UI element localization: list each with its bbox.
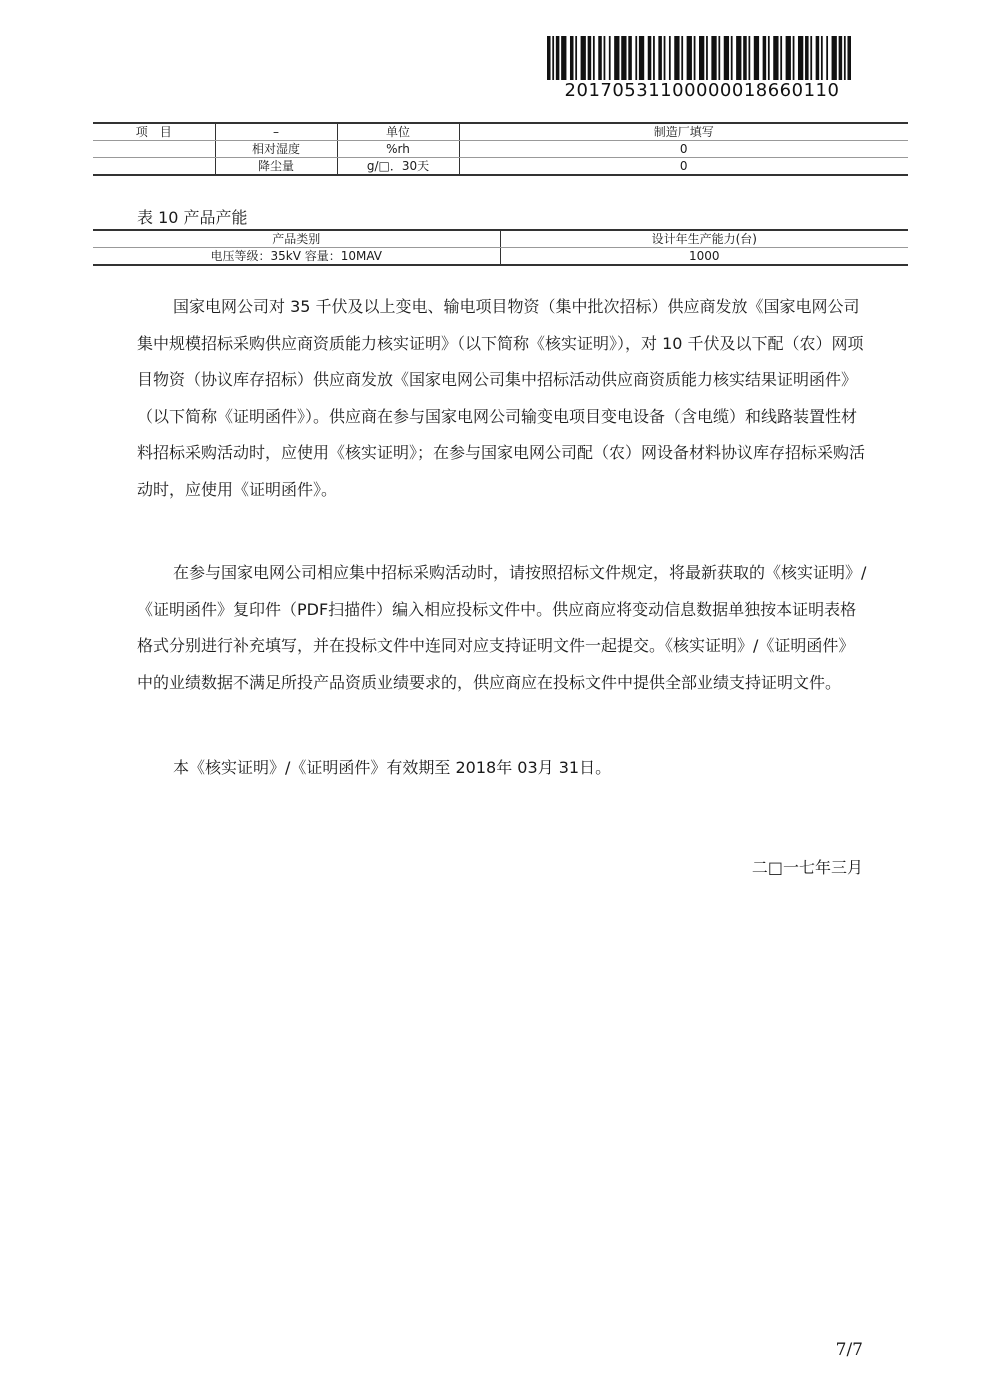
- barcode-bar: [653, 36, 655, 80]
- table-row: [93, 158, 908, 176]
- barcode-bar: [826, 36, 828, 80]
- barcode-bar: [706, 36, 708, 80]
- table-row: [93, 141, 908, 158]
- barcode-bar: [556, 36, 560, 80]
- table-header-row: [93, 123, 908, 141]
- barcode-bar: [561, 36, 566, 80]
- barcode-bar: [547, 36, 551, 80]
- barcode-bar: [832, 36, 837, 80]
- barcode-bar: [635, 36, 637, 80]
- barcode-bar: [694, 36, 696, 80]
- cell-param: 相对湿度: [215, 141, 337, 158]
- barcode-bar: [768, 36, 770, 80]
- paragraph-validity: 本《核实证明》/《证明函件》有效期至 2018年 03月 31日。: [173, 758, 612, 777]
- barcode-bar: [639, 36, 644, 80]
- barcode-bar: [847, 36, 851, 80]
- barcode-bar: [575, 36, 577, 80]
- barcode-bar: [810, 36, 812, 80]
- barcode-bar: [681, 36, 683, 80]
- cell-capacity: 1000: [500, 248, 908, 266]
- header-item: 项 目: [93, 123, 215, 141]
- barcode-bar: [687, 36, 692, 80]
- barcode-bar: [609, 36, 611, 80]
- cell-unit: g/□．30天: [337, 158, 459, 176]
- barcode-bar: [731, 36, 733, 80]
- issue-date: 二□一七年三月: [751, 858, 863, 877]
- barcode-bar: [588, 36, 592, 80]
- barcode-bar: [718, 36, 720, 80]
- cell-category: 电压等级：35kV 容量：10MAV: [93, 248, 500, 266]
- barcode-bar: [593, 36, 595, 80]
- barcode-bar: [763, 36, 767, 80]
- barcode-bar: [798, 36, 803, 80]
- barcode-bar: [736, 36, 741, 80]
- barcode-bar: [711, 36, 716, 80]
- header-param: –: [215, 123, 337, 141]
- table-header-row: [93, 230, 908, 248]
- barcode-bar: [780, 36, 782, 80]
- header-unit: 单位: [337, 123, 459, 141]
- barcode-bar: [570, 36, 574, 80]
- barcode-bar: [621, 36, 626, 80]
- barcode-bar: [773, 36, 778, 80]
- paragraph-certificate-usage: 国家电网公司对 35 千伏及以上变电、输电项目物资（集中批次招标）供应商发放《国家电网公司集中规模招标采购供应商资质能力核实证明》（以下简称《核实证明》），对 10 千伏及以下配（农）网项目物资（协议库存招标）供应商发放《国家电网公司集中招标活动供应商资质能力核实结果证明函件》（以下简称《证明函件》）。供应商在参与国家电网公司输变电项目变电设备（含电缆）和线路装置性材料招标采购活动时，应使用《核实证明》；在参与国家电网公司配（农）网设备材料协议库存招标采购活动时，应使用《证明函件》。: [137, 297, 866, 499]
- barcode-bar: [748, 36, 750, 80]
- environment-spec-table: [93, 122, 908, 176]
- cell-item: [93, 141, 215, 158]
- table-title: 表 10 产品产能: [137, 208, 248, 227]
- barcode-bar: [844, 36, 846, 80]
- cell-value: 0: [459, 141, 908, 158]
- barcode-bar: [839, 36, 843, 80]
- barcode-bar: [581, 36, 586, 80]
- barcode-bar: [743, 36, 747, 80]
- barcode-bar: [699, 36, 704, 80]
- header-capacity: 设计年生产能力(台): [500, 230, 908, 248]
- table-row: [93, 248, 908, 266]
- barcode-bar: [724, 36, 729, 80]
- barcode-bar: [821, 36, 823, 80]
- header-category: 产品类别: [93, 230, 500, 248]
- barcode-bar: [669, 36, 671, 80]
- header-value: 制造厂填写: [459, 123, 908, 141]
- barcode-bar: [816, 36, 820, 80]
- barcode: [545, 36, 855, 80]
- barcode-bar: [674, 36, 679, 80]
- cell-value: 0: [459, 158, 908, 176]
- cell-item: [93, 158, 215, 176]
- barcode-bar: [614, 36, 619, 80]
- barcode-number: 20170531100000018660110: [564, 80, 840, 101]
- barcode-bar: [598, 36, 602, 80]
- cell-unit: %rh: [337, 141, 459, 158]
- barcode-bar: [604, 36, 606, 80]
- barcode-bar: [754, 36, 759, 80]
- capacity-table: [93, 229, 908, 266]
- cell-param: 降尘量: [215, 158, 337, 176]
- barcode-bar: [793, 36, 795, 80]
- barcode-bar: [658, 36, 662, 80]
- barcode-bar: [786, 36, 791, 80]
- barcode-bar: [664, 36, 666, 80]
- barcode-bar: [628, 36, 632, 80]
- barcode-bar: [648, 36, 652, 80]
- barcode-icon: [545, 36, 853, 80]
- barcode-bar: [552, 36, 554, 80]
- barcode-bar: [805, 36, 809, 80]
- paragraph-submission-instructions: 在参与国家电网公司相应集中招标采购活动时，请按照招标文件规定，将最新获取的《核实证明》/《证明函件》复印件（PDF扫描件）编入相应投标文件中。供应商应将变动信息数据单独按本证明表格格式分别进行补充填写，并在投标文件中连同对应支持证明文件一起提交。《核实证明》/《证明函件》中的业绩数据不满足所投产品资质业绩要求的，供应商应在投标文件中提供全部业绩支持证明文件。: [137, 563, 867, 692]
- page-number: 7/7: [835, 1340, 863, 1360]
